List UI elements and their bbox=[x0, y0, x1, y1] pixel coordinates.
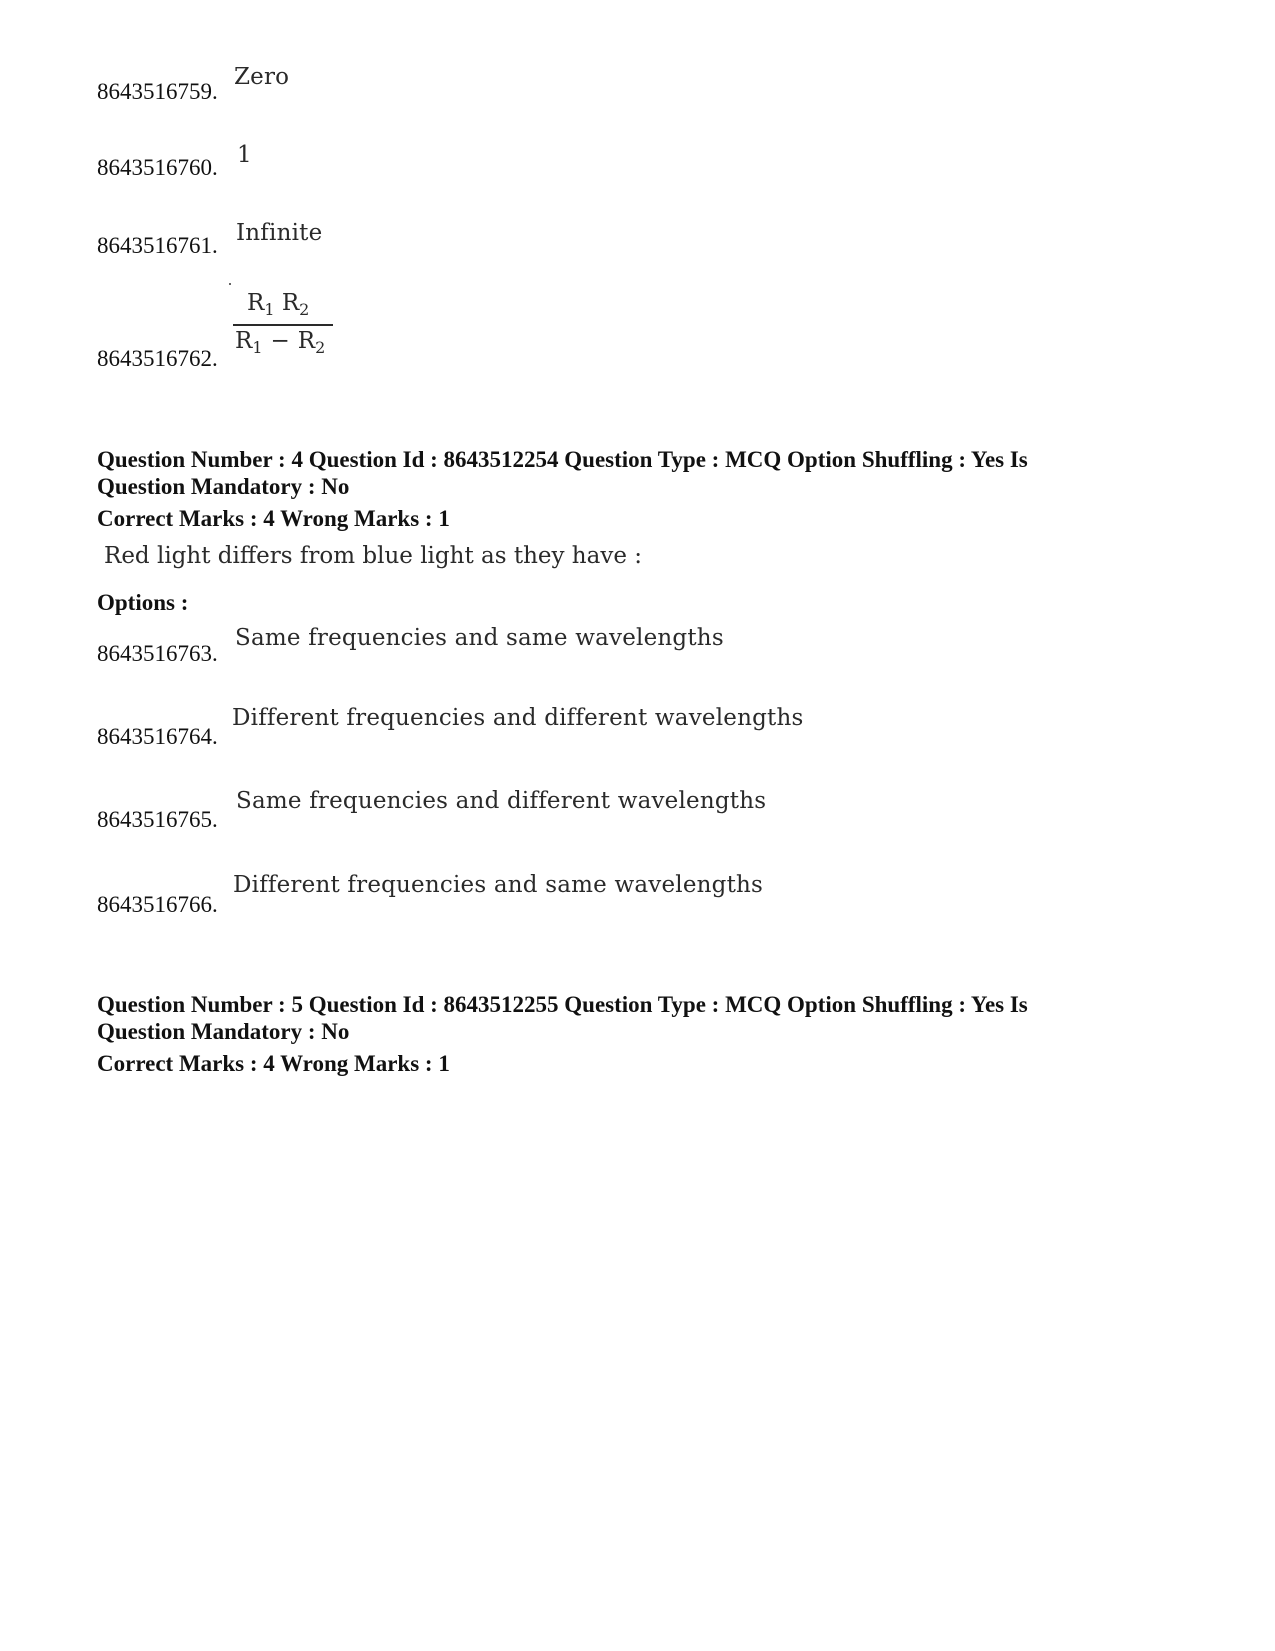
question-stem: Red light differs from blue light as they have : bbox=[104, 543, 642, 569]
question-marks: Correct Marks : 4 Wrong Marks : 1 bbox=[97, 1051, 450, 1076]
fraction-numerator: $R_1$ $R_2$ bbox=[247, 290, 310, 319]
option-id: 8643516761. bbox=[97, 233, 218, 258]
question-mandatory: Question Mandatory : No bbox=[97, 1019, 350, 1044]
stray-dot bbox=[229, 283, 231, 285]
option-id: 8643516763. bbox=[97, 641, 218, 666]
option-text: Same frequencies and different wavelengths bbox=[236, 788, 767, 814]
option-id: 8643516764. bbox=[97, 724, 218, 749]
option-text: Different frequencies and different wavelengths bbox=[232, 705, 804, 731]
options-label: Options : bbox=[97, 590, 189, 615]
option-id: 8643516759. bbox=[97, 79, 218, 104]
question-mandatory: Question Mandatory : No bbox=[97, 474, 350, 499]
option-id: 8643516762. bbox=[97, 346, 218, 371]
option-text: Different frequencies and same wavelengths bbox=[233, 872, 764, 898]
question-header: Question Number : 5 Question Id : 8643512255 Question Type : MCQ Option Shuffling : Yes Is bbox=[97, 992, 1028, 1017]
fraction-denominator: $R_1 - R_2$ bbox=[235, 328, 326, 357]
option-text: Same frequencies and same wavelengths bbox=[235, 625, 724, 651]
fraction-bar bbox=[233, 324, 333, 326]
option-text: Infinite bbox=[236, 220, 323, 246]
option-id: 8643516766. bbox=[97, 892, 218, 917]
question-marks: Correct Marks : 4 Wrong Marks : 1 bbox=[97, 506, 450, 531]
option-text: 1 bbox=[237, 142, 252, 168]
option-id: 8643516760. bbox=[97, 155, 218, 180]
option-id: 8643516765. bbox=[97, 807, 218, 832]
option-text: Zero bbox=[234, 64, 290, 90]
question-header: Question Number : 4 Question Id : 8643512254 Question Type : MCQ Option Shuffling : Yes Is bbox=[97, 447, 1028, 472]
